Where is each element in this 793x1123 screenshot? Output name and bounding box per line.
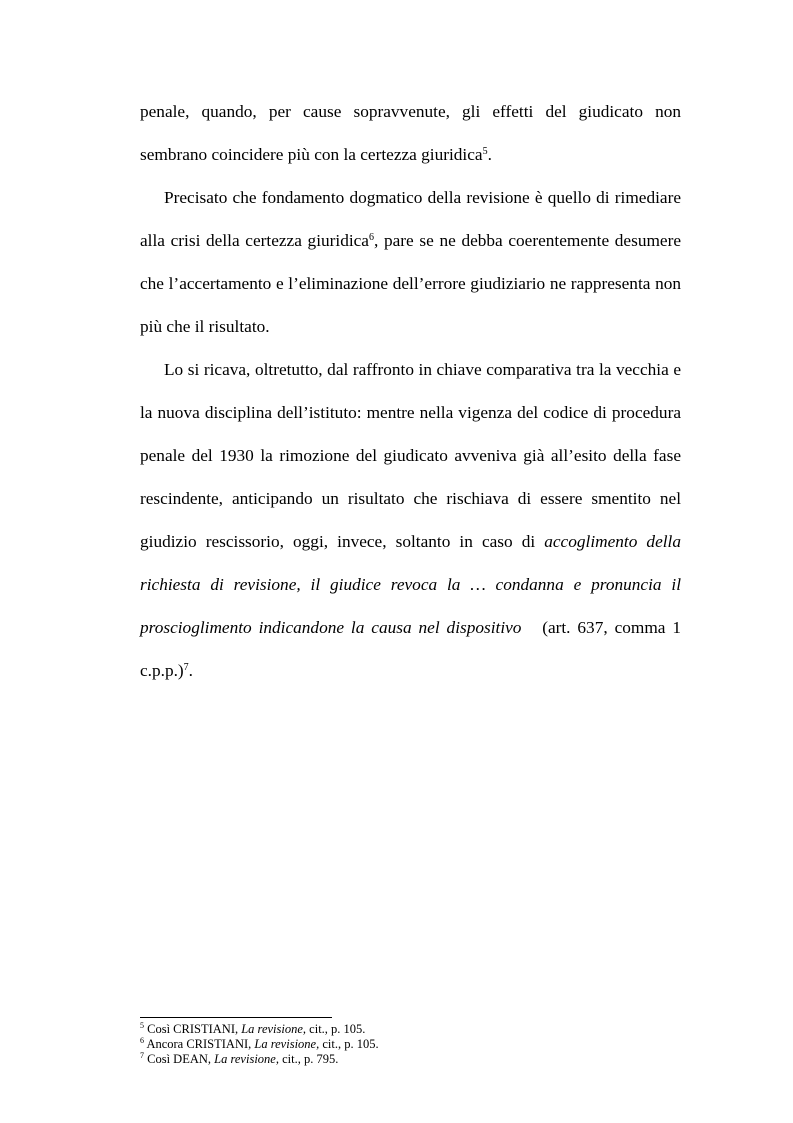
footnote-number: 5	[140, 1021, 144, 1030]
footnote-ref-7: 7	[183, 662, 189, 673]
footnote-title: La revisione,	[241, 1022, 307, 1036]
footnote-5	[140, 1022, 680, 1037]
footnote-7	[140, 1052, 680, 1067]
paragraph-3-quote: accoglimento della richiesta di revisione, il giudice revoca la … condanna e pronuncia il proscioglimento indicandone la causa nel dispositivo	[140, 532, 681, 637]
footnotes	[140, 1022, 680, 1067]
footnote-title: La revisione,	[214, 1052, 279, 1066]
paragraph-3-ref: (art. 637, comma 1 c.p.p.)	[140, 618, 681, 680]
paragraph-2-tail: , pare se ne debba coerentemente desumere che l’accertamento e l’eliminazione dell’errore giudiziario ne rappresenta non più che il risultato.	[140, 231, 682, 336]
footnote-citation: cit., p. 105.	[322, 1037, 379, 1051]
footnote-title: La revisione,	[254, 1037, 320, 1051]
footnote-author: Così CRISTIANI,	[147, 1022, 239, 1036]
footnote-ref-5: 5	[482, 146, 488, 157]
footnote-number: 6	[140, 1036, 144, 1045]
footnote-number: 7	[140, 1051, 144, 1060]
paragraph-1-tail: .	[487, 145, 492, 164]
paragraph-3	[140, 348, 681, 692]
footnote-author: Così DEAN,	[147, 1052, 212, 1066]
paragraph-2	[140, 176, 681, 348]
paragraph-1-text: penale, quando, per cause sopravvenute, gli effetti del giudicato non sembrano coincidere più con la certezza giuridica	[140, 102, 681, 164]
footnote-6	[140, 1037, 680, 1052]
footnote-citation: cit., p. 795.	[282, 1052, 339, 1066]
paragraph-1	[140, 90, 681, 176]
footnote-ref-6: 6	[368, 232, 374, 243]
footnote-citation: cit., p. 105.	[309, 1022, 366, 1036]
body-text	[140, 90, 681, 692]
paragraph-2-text: Precisato che fondamento dogmatico della revisione è quello di rimediare alla crisi della certezza giuridica	[140, 188, 681, 250]
paragraph-3-tail: .	[188, 661, 193, 680]
footnote-divider	[140, 1017, 332, 1018]
paragraph-3-text: Lo si ricava, oltretutto, dal raffronto in chiave comparativa tra la vecchia e la nuova disciplina dell’istituto: mentre nella vigenza del codice di procedura penale del 1930 la rimozione del giudicato avveniva già all’esito della fase rescindente, anticipando un risultato che rischiava di essere smentito nel giudizio rescissorio, oggi, invece, soltanto in caso di	[140, 360, 681, 551]
footnote-author: Ancora CRISTIANI,	[146, 1037, 252, 1051]
